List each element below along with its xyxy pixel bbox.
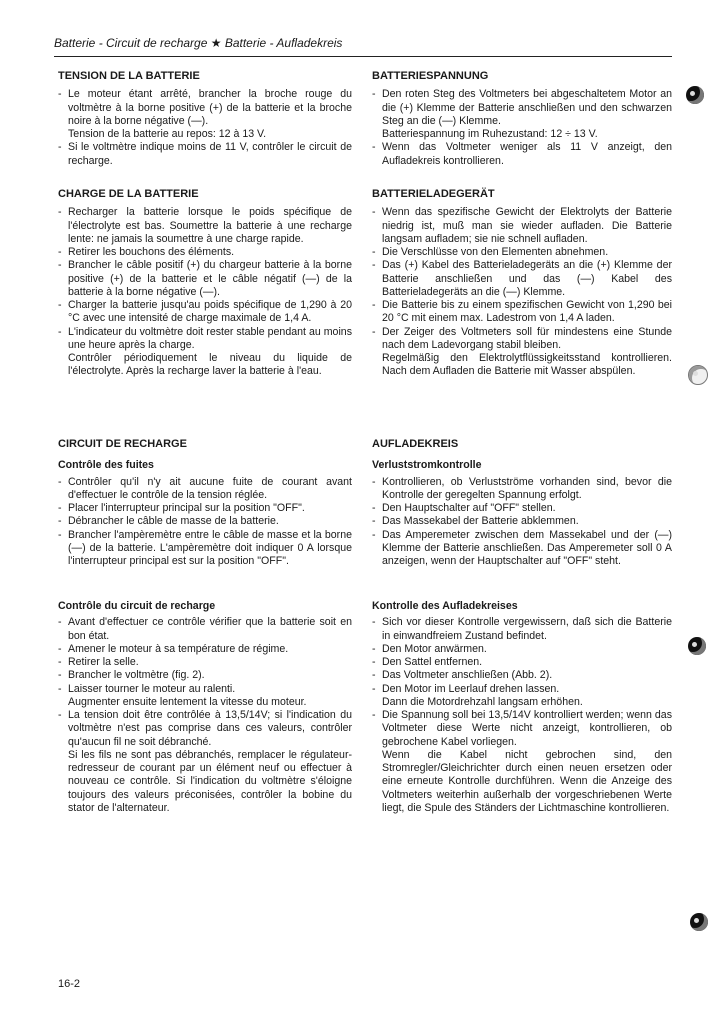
list-item: Si les fils ne sont pas débranchés, remplacer le régulateur-redresseur de courant par un élément neuf ou effectuer à nouveau ce contrôle. Si l'indication du voltmètre s'éloigne toujours des valeurs préconisées, contrôler la bobine du stator de l'alternateur. xyxy=(68,748,352,814)
list-item: - Die Spannung soll bei 13,5/14V kontrolliert werden; wenn das Voltmeter diese Werte nicht anzeigt, kontrollieren, ob gebrochene Kabel vorliegen. xyxy=(372,709,672,749)
binder-hole-icon xyxy=(688,637,706,655)
list-leak-de xyxy=(372,476,672,569)
section-charge-fr xyxy=(58,188,352,379)
list-ladegeraet-de xyxy=(372,206,672,378)
list-item: Regelmäßig den Elektrolytflüssigkeitsstand kontrollieren. Nach dem Aufladen die Batterie mit Wasser abspülen. xyxy=(382,352,672,378)
list-item: - L'indicateur du voltmètre doit rester stable pendant au moins une heure après la charge. xyxy=(58,326,352,353)
list-item: - Das Amperemeter zwischen dem Massekabel und der (—) Klemme der Batterie anschließen. Das Amperemeter soll 0 A anzeigen, wenn der Hauptschalter auf "OFF" steht. xyxy=(372,529,672,569)
list-item: - Das Voltmeter anschließen (Abb. 2). xyxy=(372,669,672,682)
list-item: - Retirer les bouchons des éléments. xyxy=(58,246,352,259)
list-item: - Débrancher le câble de masse de la batterie. xyxy=(58,515,352,528)
subheading-check-fr: Contrôle du circuit de recharge xyxy=(58,600,216,612)
header-rule xyxy=(54,56,672,57)
list-item: - Placer l'interrupteur principal sur la position "OFF". xyxy=(58,502,352,515)
heading-kreis-de: AUFLADEKREIS xyxy=(372,438,459,450)
subheading-check-de: Kontrolle des Aufladekreises xyxy=(372,600,518,612)
list-item: - Brancher l'ampèremètre entre le câble de masse et la borne (—) de la batterie. L'ampèremètre doit indiquer 0 A lorsque l'interrupteur principal est sur la position "OFF". xyxy=(58,529,352,569)
page-number: 16-2 xyxy=(58,978,81,990)
list-charge-fr xyxy=(58,206,352,378)
section-ladegeraet-de xyxy=(372,188,672,379)
list-item: Augmenter ensuite lentement la vitesse du moteur. xyxy=(68,695,307,708)
list-item: - Laisser tourner le moteur au ralenti. xyxy=(58,683,352,696)
list-item: - Wenn das Voltmeter weniger als 11 V anzeigt, den Aufladekreis kontrollieren. xyxy=(372,141,672,168)
list-item: - Sich vor dieser Kontrolle vergewissern, daß sich die Batterie in einwandfreiem Zustand befindet. xyxy=(372,616,672,643)
list-item: Contrôler périodiquement le niveau du liquide de l'électrolyte. Après la recharge laver la batterie à l'eau. xyxy=(68,352,352,378)
heading-charge-fr: CHARGE DE LA BATTERIE xyxy=(58,188,199,200)
list-item: - Contrôler qu'il n'y ait aucune fuite de courant avant d'effectuer le contrôle de la tension réglée. xyxy=(58,476,352,503)
list-item: - Die Batterie bis zu einem spezifischen Gewicht von 1,290 bei 20 °C mit einem max. Ladestrom von 1,4 A laden. xyxy=(372,299,672,326)
list-item: Wenn die Kabel nicht gebrochen sind, den Stromregler/Gleichrichter durch einen neuen ersetzen oder eine erneute Kontrolle durchführen. Wenn die Anzeige des Voltmeters weiterhin außerhalb der vorgeschriebenen Werte liegt, die Spule des Ständers der Lichtmaschine kontrollieren. xyxy=(382,748,672,814)
list-item: - Den Motor anwärmen. xyxy=(372,643,672,656)
list-item: - Recharger la batterie lorsque le poids spécifique de l'électrolyte est bas. Soumettre la batterie à une recharge lente: ne jamais la soumettre à une charge rapide. xyxy=(58,206,352,246)
list-item: - Das Massekabel der Batterie abklemmen. xyxy=(372,515,672,528)
binder-hole-icon xyxy=(686,86,704,104)
list-item: - Si le voltmètre indique moins de 11 V, contrôler le circuit de recharge. xyxy=(58,141,352,168)
list-check-fr xyxy=(58,616,352,815)
list-item: - Charger la batterie jusqu'au poids spécifique de 1,290 à 20 °C avec une intensité de charge maximale de 1,4 A. xyxy=(58,299,352,326)
list-item: - Der Zeiger des Voltmeters soll für mindestens eine Stunde nach dem Ladevorgang stabil bleiben. xyxy=(372,326,672,353)
list-item: - Retirer la selle. xyxy=(58,656,352,669)
list-item: - Das (+) Kabel des Batterieladegeräts an die (+) Klemme der Batterie anschließen und das (—) Kabel des Batterieladegeräts an die (—) Klemme. xyxy=(372,259,672,299)
list-item: Dann die Motordrehzahl langsam erhöhen. xyxy=(382,695,583,708)
section-tension-fr xyxy=(58,70,352,168)
heading-tension-fr: TENSION DE LA BATTERIE xyxy=(58,70,200,82)
list-spannung-de xyxy=(372,88,672,168)
section-check-de xyxy=(372,600,672,815)
list-leak-fr xyxy=(58,476,352,569)
list-item: - La tension doit être contrôlée à 13,5/14V; si l'indication du voltmètre n'est pas comprise dans ces valeurs, contrôler qu'aucun fil ne soit débranché. xyxy=(58,709,352,749)
list-tension-fr xyxy=(58,88,352,168)
list-item: - Le moteur étant arrêté, brancher la broche rouge du voltmètre à la borne positive (+) de la batterie et la broche noire à la borne négative (—). xyxy=(58,88,352,128)
list-item: Batteriespannung im Ruhezustand: 12 ÷ 13 V. xyxy=(382,128,598,140)
section-spannung-de xyxy=(372,70,672,168)
list-item: - Den Hauptschalter auf "OFF" stellen. xyxy=(372,502,672,515)
section-check-fr xyxy=(58,600,352,815)
section-kreis-de xyxy=(372,438,672,568)
heading-ladegeraet-de: BATTERIELADEGERÄT xyxy=(372,188,495,200)
list-item: - Kontrollieren, ob Verlustströme vorhanden sind, bevor die Kontrolle der geregelten Spannung erfolgt. xyxy=(372,476,672,503)
list-item: - Den Sattel entfernen. xyxy=(372,656,672,669)
list-item: - Amener le moteur à sa température de régime. xyxy=(58,643,352,656)
binder-hole-icon xyxy=(690,913,708,931)
heading-spannung-de: BATTERIESPANNUNG xyxy=(372,70,489,82)
section-circuit-fr xyxy=(58,438,352,568)
list-item: - Den Motor im Leerlauf drehen lassen. xyxy=(372,683,672,696)
list-item: - Die Verschlüsse von den Elementen abnehmen. xyxy=(372,246,672,259)
list-item: - Den roten Steg des Voltmeters bei abgeschaltetem Motor an die (+) Klemme der Batterie anschließen und den schwarzen Steg an die (—) Klemme. xyxy=(372,88,672,128)
list-item: Tension de la batterie au repos: 12 à 13 V. xyxy=(68,128,267,140)
list-item: - Wenn das spezifische Gewicht der Elektrolyts der Batterie niedrig ist, muß man sie wieder aufladen. Die Batterie langsam aufladem; sie nie schnell aufladen. xyxy=(372,206,672,246)
list-item: - Brancher le voltmètre (fig. 2). xyxy=(58,669,352,682)
list-check-de xyxy=(372,616,672,815)
list-item: - Avant d'effectuer ce contrôle vérifier que la batterie soit en bon état. xyxy=(58,616,352,643)
binder-hole-icon xyxy=(688,365,708,385)
heading-circuit-fr: CIRCUIT DE RECHARGE xyxy=(58,438,187,450)
list-item: - Brancher le câble positif (+) du chargeur batterie à la borne positive (+) de la batterie et le câble négatif (—) de la batterie à la borne négative (—). xyxy=(58,259,352,299)
subheading-leak-de: Verluststromkontrolle xyxy=(372,459,482,472)
page-header: Batterie - Circuit de recharge ★ Batterie - Aufladekreis xyxy=(54,36,343,50)
subheading-leak-fr: Contrôle des fuites xyxy=(58,459,154,472)
